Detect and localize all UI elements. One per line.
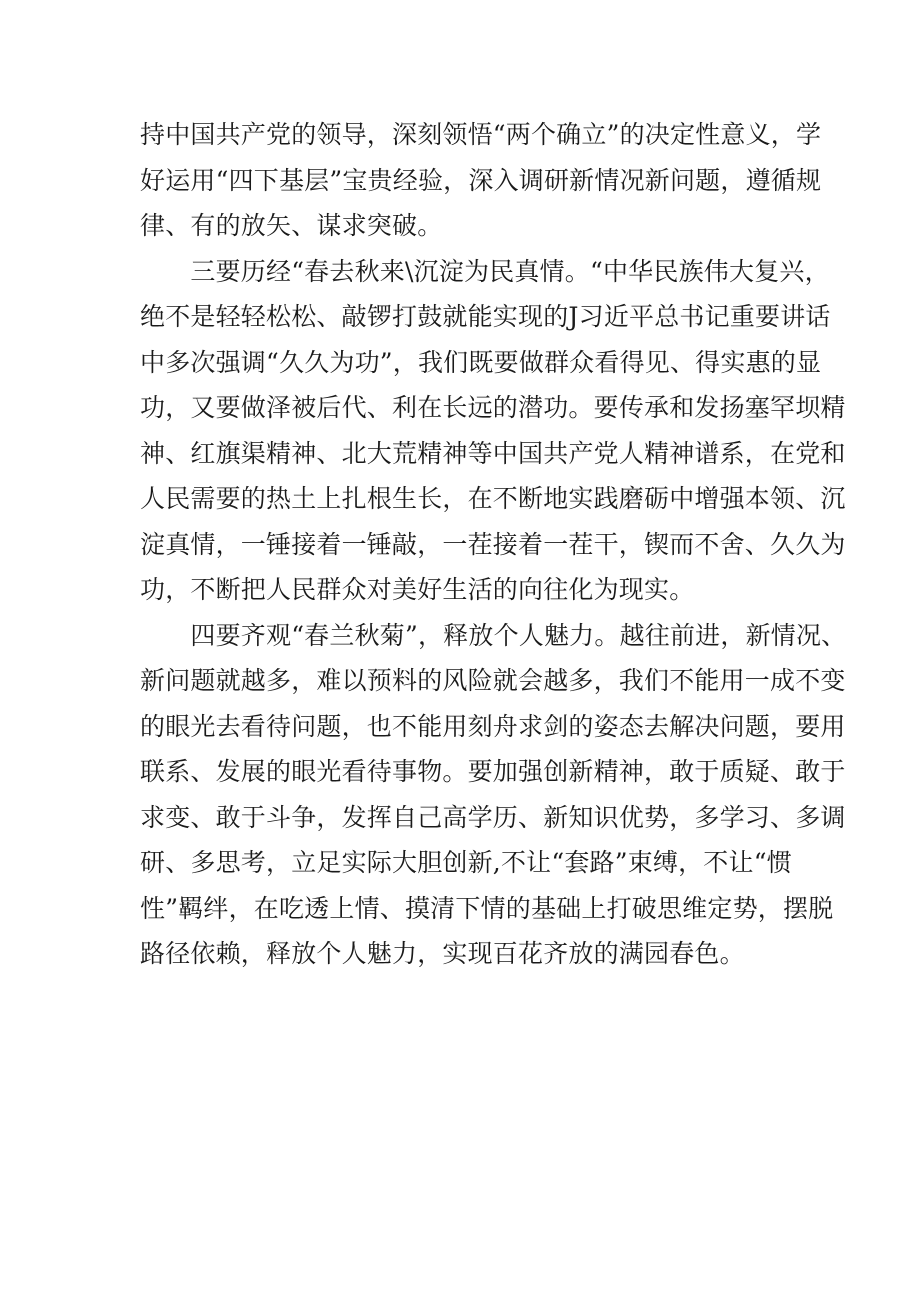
paragraph-line: 路径依赖，释放个人魅力，实现百花齐放的满园春色。 bbox=[140, 939, 745, 968]
paragraph-line: 三要历经“春去秋来\沉淀为民真情。“中华民族伟大复兴， bbox=[140, 256, 830, 286]
paragraph-line: 人民需要的热土上扎根生长，在不断地实践磨砺中增强本领、沉 bbox=[140, 484, 846, 513]
paragraph-line: 持中国共产党的领导，深刻领悟“两个确立”的决定性意义，学 bbox=[140, 120, 822, 149]
paragraph-line: 淀真情，一锤接着一锤敲，一茬接着一茬干，锲而不舍、久久为 bbox=[140, 529, 846, 559]
paragraph-3 bbox=[140, 613, 847, 977]
paragraph-line: 中多次强调“久久为功”，我们既要做群众看得见、得实惠的显 bbox=[140, 347, 822, 377]
paragraph-line: 四要齐观“春兰秋菊”，释放个人魅力。越往前进，新情况、 bbox=[140, 620, 847, 650]
paragraph-line: 绝不是轻轻松松、敲锣打鼓就能实现的J习近平总书记重要讲话 bbox=[140, 302, 831, 331]
paragraph-line: 性”羁绊，在吃透上情、摸清下情的基础上打破思维定势，摆脱 bbox=[140, 893, 834, 923]
paragraph-line: 研、多思考，立足实际大胆创新,不让“套路”束缚，不让“惯 bbox=[140, 848, 792, 877]
paragraph-line: 新问题就越多，难以预料的风险就会越多，我们不能用一成不变 bbox=[140, 666, 846, 695]
document-body bbox=[140, 112, 847, 977]
paragraph-line: 联系、发展的眼光看待事物。要加强创新精神，敢于质疑、敢于 bbox=[140, 757, 846, 786]
paragraph-line: 的眼光去看待问题，也不能用刻舟求剑的姿态去解决问题，要用 bbox=[140, 711, 846, 741]
paragraph-line: 好运用“四下基层”宝贵经验，深入调研新情况新问题，遵循规 bbox=[140, 165, 822, 195]
paragraph-line: 律、有的放矢、谋求突破。 bbox=[140, 211, 443, 240]
paragraph-line: 功，不断把人民群众对美好生活的向往化为现实。 bbox=[140, 575, 695, 604]
paragraph-line: 功，又要做泽被后代、利在长远的潜功。要传承和发扬塞罕坝精 bbox=[140, 393, 846, 422]
paragraph-line: 求变、敢于斗争，发挥自己高学历、新知识优势，多学习、多调 bbox=[140, 802, 846, 832]
paragraph-2 bbox=[140, 249, 846, 613]
paragraph-1 bbox=[140, 112, 822, 249]
paragraph-line: 神、红旗渠精神、北大荒精神等中国共产党人精神谱系，在党和 bbox=[140, 438, 846, 468]
